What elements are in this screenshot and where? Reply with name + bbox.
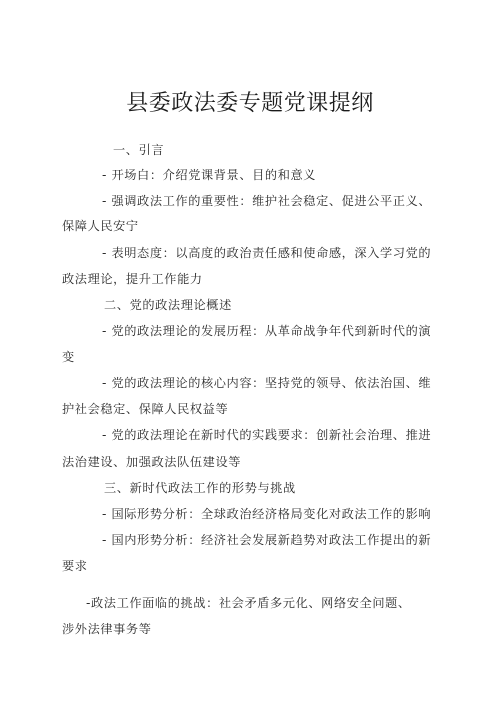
paragraph-line: 护社会稳定、保障人民权益等 [62,402,229,416]
paragraph-line: - 党的政法理论的核心内容：坚持党的领导、依法治国、维 [102,376,432,390]
paragraph-line: 要求 [62,559,88,573]
paragraph-line: - 党的政法理论在新时代的实践要求：创新社会治理、推进 [102,428,432,442]
section-heading-1: 一、引言 [113,143,165,157]
paragraph-line: 政法理论，提升工作能力 [62,272,203,286]
paragraph-line: -政法工作面临的挑战：社会矛盾多元化、网络安全问题、 [86,596,411,610]
paragraph-line: 涉外法律事务等 [62,622,152,636]
paragraph-line: - 国际形势分析：全球政治经济格局变化对政法工作的影响 [102,507,432,521]
paragraph-line: 变 [62,350,75,364]
paragraph-line: - 表明态度：以高度的政治责任感和使命感，深入学习党的 [102,246,432,260]
paragraph-line: 法治建设、加强政法队伍建设等 [62,455,242,469]
paragraph-line: - 党的政法理论的发展历程：从革命战争年代到新时代的演 [102,324,432,338]
document-title: 县委政法委专题党课提纲 [126,91,374,116]
paragraph-line: - 强调政法工作的重要性：维护社会稳定、促进公平正义、 [102,194,432,208]
paragraph-line: - 国内形势分析：经济社会发展新趋势对政法工作提出的新 [102,533,432,547]
section-heading-2: 二、党的政法理论概述 [104,298,232,312]
paragraph-line: - 开场白：介绍党课背景、目的和意义 [102,168,317,182]
section-heading-3: 三、新时代政法工作的形势与挑战 [104,481,296,495]
paragraph-line: 保障人民安宁 [62,219,139,233]
